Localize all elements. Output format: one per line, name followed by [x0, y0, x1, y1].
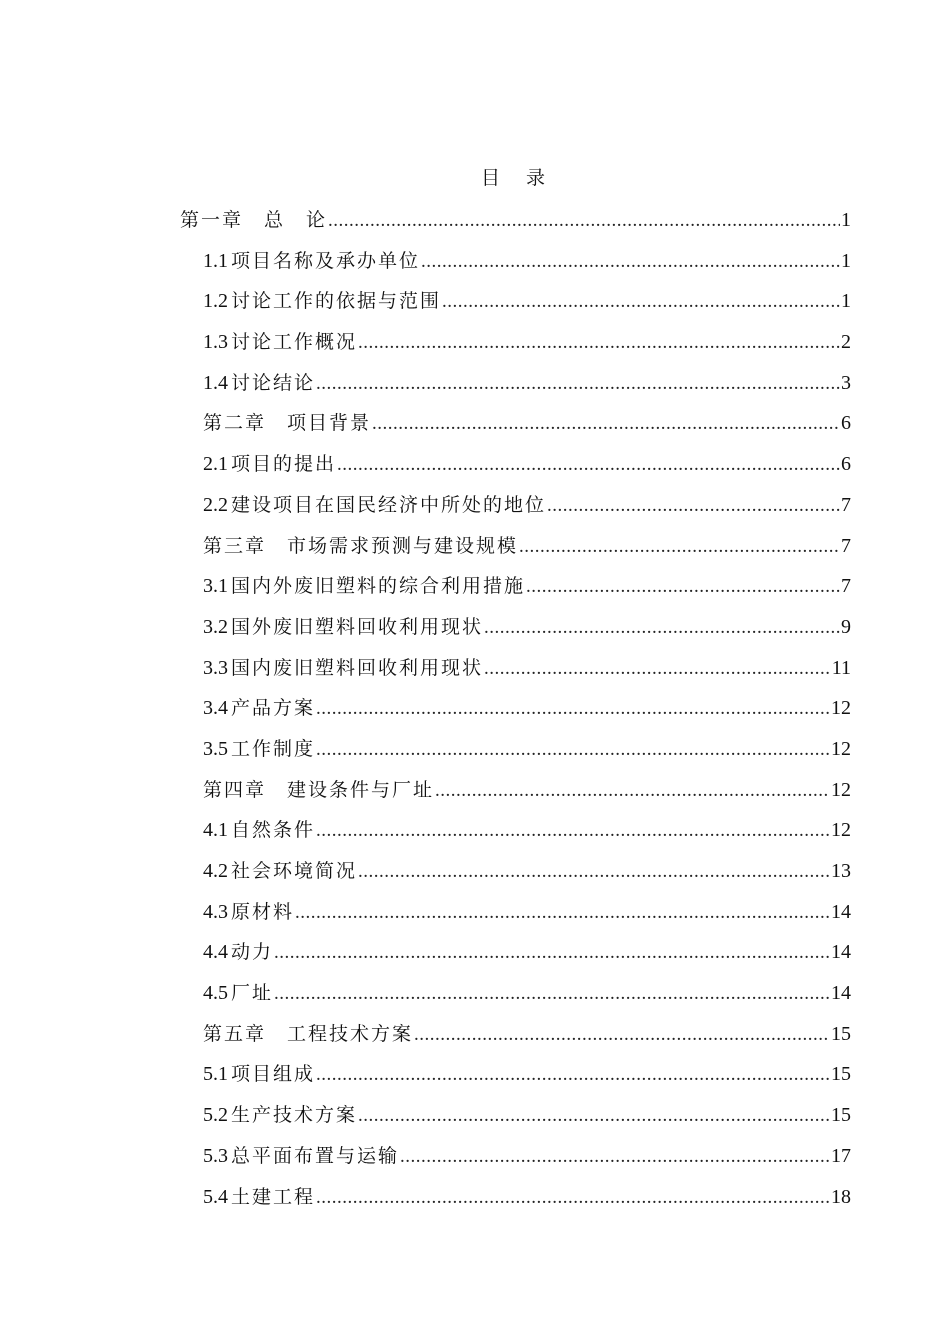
toc-entry[interactable]	[180, 200, 851, 241]
toc-entry-text: 第四章 建设条件与厂址	[203, 778, 435, 801]
toc-dot-leader	[316, 364, 840, 404]
toc-entry-text: 第二章 项目背景	[203, 412, 372, 435]
toc-page-number: 17	[831, 1144, 851, 1167]
toc-dot-leader	[414, 1015, 830, 1055]
toc-page-number: 1	[841, 209, 851, 231]
toc-dot-leader	[421, 242, 840, 282]
toc-page-number: 12	[831, 778, 851, 801]
toc-entry-label	[203, 566, 525, 606]
toc-entry-label	[203, 403, 371, 443]
toc-section-number: 4.3	[203, 900, 228, 923]
toc-entry[interactable]	[180, 688, 851, 729]
toc-entry-label	[203, 241, 420, 281]
toc-page-number: 12	[831, 697, 851, 720]
toc-entry[interactable]	[180, 322, 851, 363]
toc-entry-text: 社会环境简况	[231, 860, 358, 882]
toc-entry-text: 项目名称及承办单位	[231, 249, 421, 272]
toc-page-number: 18	[831, 1185, 851, 1208]
toc-entry[interactable]	[180, 1095, 851, 1136]
toc-page-number: 15	[831, 1022, 851, 1045]
toc-dot-leader	[316, 1178, 830, 1218]
toc-page-number: 7	[841, 493, 851, 516]
toc-page-number: 14	[831, 941, 851, 964]
toc-dot-leader	[274, 974, 830, 1014]
toc-entry-text: 项目组成	[231, 1063, 316, 1086]
toc-page-number: 15	[831, 1104, 851, 1127]
toc-section-number: 3.5	[203, 737, 228, 760]
toc-dot-leader	[484, 649, 831, 689]
toc-page-number: 12	[831, 737, 851, 760]
toc-entry-text: 建设项目在国民经济中所处的地位	[231, 493, 547, 516]
toc-dot-leader	[328, 201, 840, 241]
toc-section-number: 2.1	[203, 453, 228, 476]
toc-entry[interactable]	[180, 1014, 851, 1055]
toc-entry-label	[203, 607, 483, 647]
toc-title: 目 录	[480, 167, 556, 189]
toc-entry-label	[203, 932, 273, 972]
toc-entry-text: 工作制度	[231, 737, 316, 760]
toc-section-number: 5.2	[203, 1104, 228, 1127]
toc-section-number: 5.1	[203, 1063, 228, 1086]
toc-entry-label	[203, 851, 357, 891]
toc-entry-label	[203, 892, 294, 932]
toc-dot-leader	[358, 1096, 830, 1136]
toc-dot-leader	[358, 323, 840, 363]
toc-page-number: 7	[841, 534, 851, 557]
toc-entry-text: 讨论工作概况	[231, 331, 358, 354]
toc-entry[interactable]	[180, 892, 851, 933]
toc-entry[interactable]	[180, 485, 851, 526]
toc-page-number: 9	[841, 615, 851, 638]
toc-entry[interactable]	[180, 973, 851, 1014]
toc-entry[interactable]	[180, 729, 851, 770]
toc-entry-text: 国内废旧塑料回收利用现状	[231, 656, 484, 679]
toc-entry[interactable]	[180, 281, 851, 322]
toc-dot-leader	[316, 811, 830, 851]
toc-page-number: 13	[831, 860, 851, 882]
toc-section-number: 4.2	[203, 860, 228, 882]
toc-entry-text: 生产技术方案	[231, 1104, 358, 1127]
toc-page-number: 1	[841, 290, 851, 313]
toc-page-number: 6	[841, 412, 851, 435]
toc-entry[interactable]	[180, 403, 851, 444]
toc-entry-label	[203, 526, 518, 566]
toc-page-number: 14	[831, 900, 851, 923]
toc-entry[interactable]	[180, 1136, 851, 1177]
toc-entry-label	[203, 729, 315, 769]
toc-entry-label	[203, 281, 441, 321]
toc-page-number: 12	[831, 819, 851, 842]
toc-section-number: 2.2	[203, 493, 228, 516]
toc-page-number: 1	[841, 249, 851, 272]
toc-section-number: 3.2	[203, 615, 228, 638]
toc-entry-text: 第五章 工程技术方案	[203, 1022, 414, 1045]
toc-entry-label	[203, 810, 315, 850]
toc-entry[interactable]	[180, 363, 851, 404]
toc-dot-leader	[316, 1055, 830, 1095]
toc-entry[interactable]	[180, 810, 851, 851]
toc-entry-text: 总平面布置与运输	[231, 1144, 400, 1167]
toc-entry-text: 自然条件	[231, 819, 316, 842]
toc-page-number: 14	[831, 982, 851, 1005]
toc-page-number: 2	[841, 331, 851, 354]
toc-entry-label	[203, 1136, 399, 1176]
toc-dot-leader	[337, 445, 840, 485]
toc-section-number: 5.4	[203, 1185, 228, 1208]
toc-dot-leader	[442, 282, 840, 322]
toc-dot-leader	[316, 689, 830, 729]
toc-entry[interactable]	[180, 566, 851, 607]
toc-dot-leader	[400, 1137, 830, 1177]
toc-section-number: 4.1	[203, 819, 228, 842]
toc-page-number: 7	[841, 575, 851, 598]
toc-entry-label	[203, 648, 483, 688]
toc-entry-text: 第一章 总 论	[180, 209, 328, 231]
toc-dot-leader	[547, 486, 840, 526]
toc-page-number: 6	[841, 453, 851, 476]
toc-dot-leader	[316, 730, 830, 770]
toc-entry-label	[203, 1014, 413, 1054]
toc-page-number: 3	[841, 371, 851, 394]
toc-entry-label	[203, 1095, 357, 1135]
toc-dot-leader	[295, 893, 830, 933]
toc-section-number: 1.1	[203, 249, 228, 272]
toc-entry-label	[203, 322, 357, 362]
toc-entry-label	[203, 363, 315, 403]
toc-entry-label	[203, 688, 315, 728]
toc-section-number: 1.4	[203, 371, 228, 394]
toc-page-number: 15	[831, 1063, 851, 1086]
toc-entry[interactable]	[180, 607, 851, 648]
toc-dot-leader	[435, 771, 830, 811]
toc-entry-text: 项目的提出	[231, 453, 337, 476]
table-of-contents	[180, 200, 851, 1217]
toc-dot-leader	[372, 404, 840, 444]
toc-entry[interactable]	[180, 526, 851, 567]
toc-entry[interactable]	[180, 770, 851, 811]
toc-section-number: 3.4	[203, 697, 228, 720]
toc-section-number: 4.5	[203, 982, 228, 1005]
toc-page-number: 11	[831, 656, 851, 679]
toc-entry-text: 讨论工作的依据与范围	[231, 290, 442, 313]
toc-dot-leader	[358, 852, 830, 892]
toc-dot-leader	[526, 567, 840, 607]
toc-entry[interactable]	[180, 241, 851, 282]
toc-entry[interactable]	[180, 851, 851, 892]
toc-entry-label	[203, 1054, 315, 1094]
toc-entry-label	[203, 770, 434, 810]
toc-entry[interactable]	[180, 648, 851, 689]
toc-entry-text: 产品方案	[231, 697, 316, 720]
toc-entry-label	[203, 485, 546, 525]
toc-entry-label	[203, 973, 273, 1013]
toc-entry-text: 讨论结论	[231, 371, 316, 394]
toc-entry-text: 国内外废旧塑料的综合利用措施	[231, 575, 526, 598]
toc-dot-leader	[274, 933, 830, 973]
toc-entry-text: 土建工程	[231, 1185, 316, 1208]
toc-entry-text: 厂址	[231, 982, 274, 1005]
toc-entry[interactable]	[180, 932, 851, 973]
toc-dot-leader	[484, 608, 840, 648]
toc-section-number: 1.2	[203, 290, 228, 313]
toc-entry-label	[203, 444, 336, 484]
toc-entry[interactable]	[180, 444, 851, 485]
toc-entry[interactable]	[180, 1054, 851, 1095]
toc-section-number: 4.4	[203, 941, 228, 964]
toc-entry-text: 原材料	[231, 900, 295, 923]
toc-entry-text: 第三章 市场需求预测与建设规模	[203, 534, 519, 557]
toc-section-number: 3.3	[203, 656, 228, 679]
toc-section-number: 1.3	[203, 331, 228, 354]
toc-entry-text: 动力	[231, 941, 274, 964]
toc-entry-text: 国外废旧塑料回收利用现状	[231, 615, 484, 638]
toc-entry-label	[203, 1177, 315, 1217]
toc-section-number: 5.3	[203, 1144, 228, 1167]
toc-section-number: 3.1	[203, 575, 228, 598]
toc-entry-label	[180, 200, 327, 240]
toc-entry[interactable]	[180, 1177, 851, 1218]
toc-dot-leader	[519, 527, 840, 567]
